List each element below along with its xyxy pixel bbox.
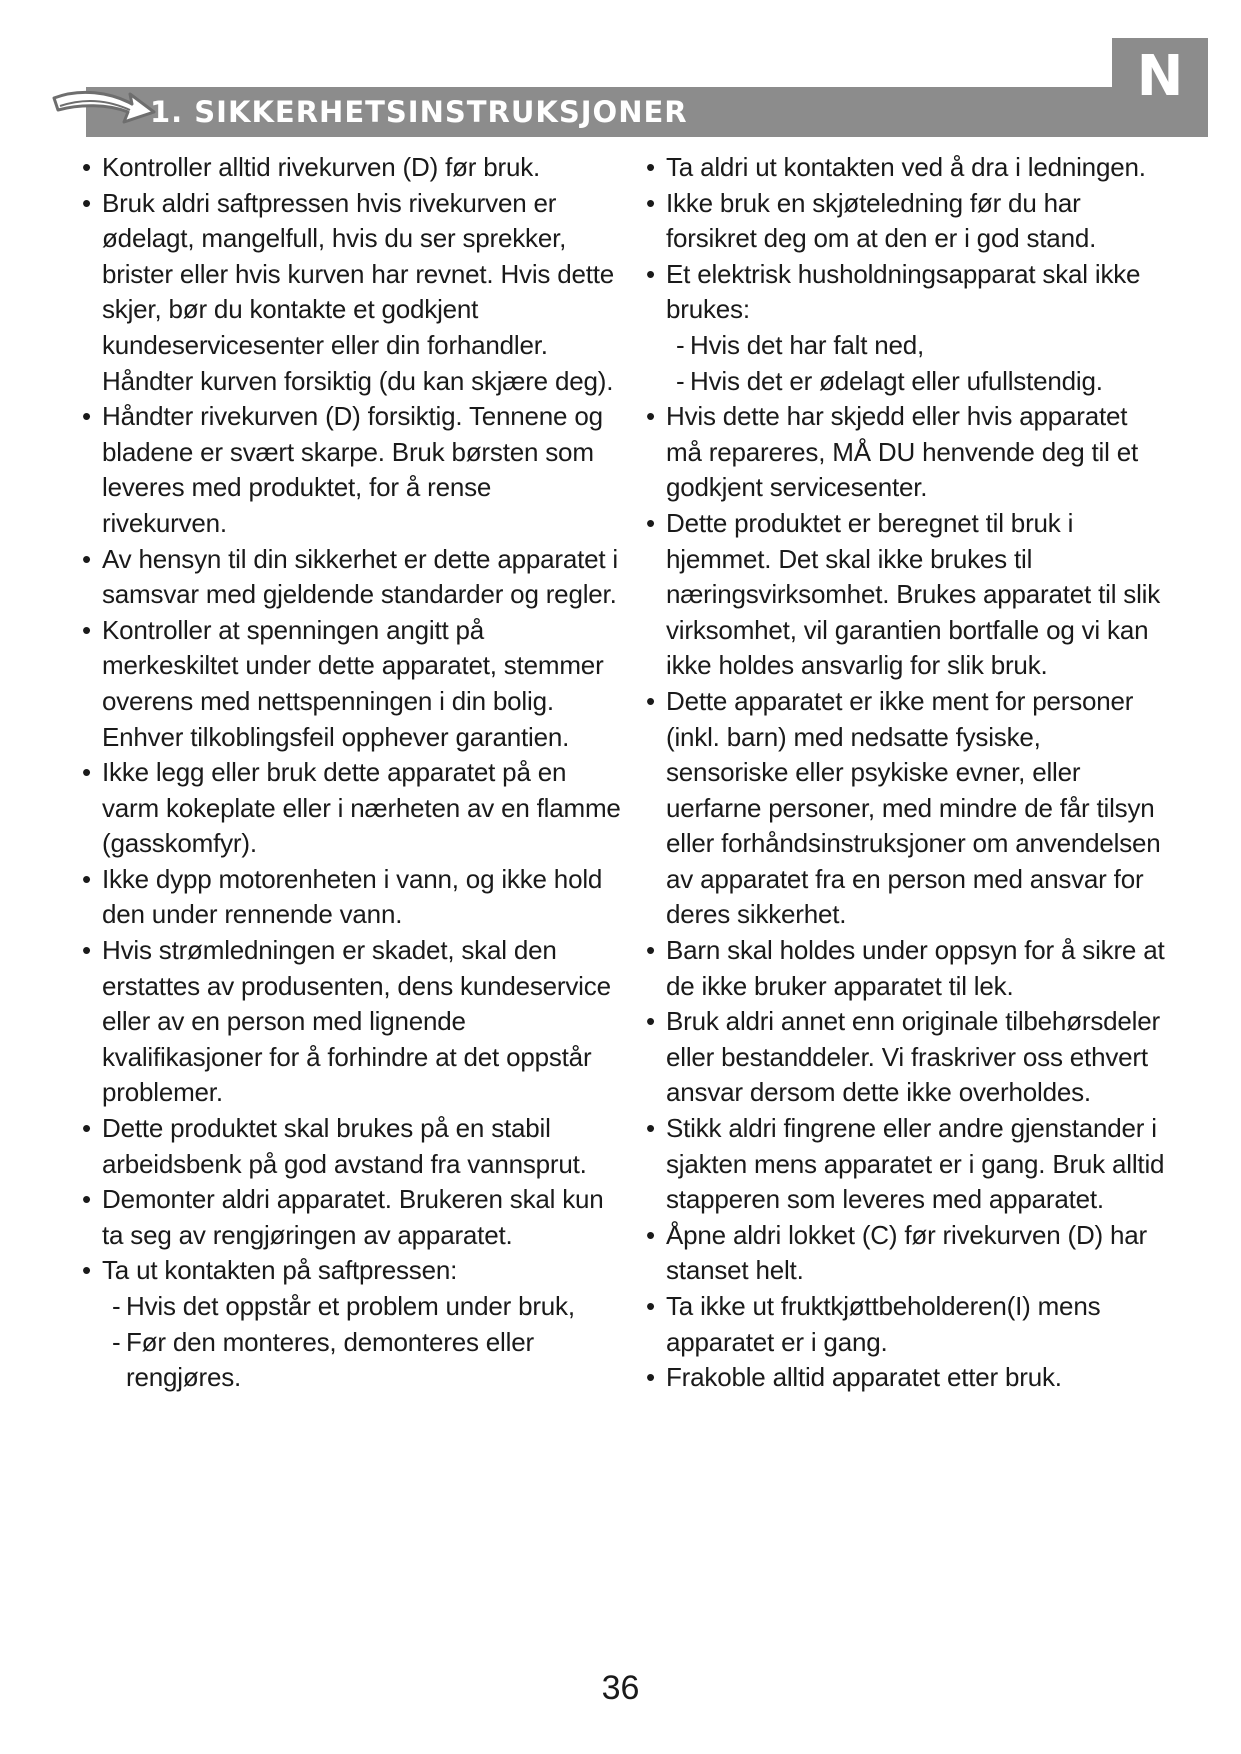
sub-list-item: - Før den monteres, demonteres eller rengjøres. <box>82 1325 622 1396</box>
list-item: • Dette produktet skal brukes på en stabil arbeidsbenk på god avstand fra vannsprut. <box>82 1111 622 1182</box>
list-item: • Hvis strømledningen er skadet, skal den erstattes av produsenten, dens kundeservice eller av en person med lignende kvalifikasjoner for å forhindre at det oppstår problemer. <box>82 933 622 1111</box>
list-item: • Stikk aldri fingrene eller andre gjenstander i sjakten mens apparatet er i gang. Bruk alltid stapperen som leveres med apparatet. <box>646 1111 1166 1218</box>
list-item: • Av hensyn til din sikkerhet er dette apparatet i samsvar med gjeldende standarder og regler. <box>82 542 622 613</box>
right-column <box>646 150 1166 1396</box>
list-item: • Frakoble alltid apparatet etter bruk. <box>646 1360 1166 1396</box>
list-item: • Ikke bruk en skjøteledning før du har forsikret deg om at den er i god stand. <box>646 186 1166 257</box>
arrow-icon <box>50 84 160 134</box>
list-item: • Ta ikke ut fruktkjøttbeholderen(I) mens apparatet er i gang. <box>646 1289 1166 1360</box>
list-item: • Ta aldri ut kontakten ved å dra i ledningen. <box>646 150 1166 186</box>
sub-list-item: - Hvis det har falt ned, <box>646 328 1166 364</box>
sub-list-item: - Hvis det er ødelagt eller ufullstendig. <box>646 364 1166 400</box>
list-item: • Hvis dette har skjedd eller hvis apparatet må repareres, MÅ DU henvende deg til et godkjent servicesenter. <box>646 399 1166 506</box>
language-tab-letter: N <box>1136 44 1184 109</box>
list-item: • Dette produktet er beregnet til bruk i hjemmet. Det skal ikke brukes til næringsvirksomhet. Brukes apparatet til slik virksomhet, vil garantien bortfalle og vi kan ikke holdes ansvarlig for slik bruk. <box>646 506 1166 684</box>
list-item: • Demonter aldri apparatet. Brukeren skal kun ta seg av rengjøringen av apparatet. <box>82 1182 622 1253</box>
left-column <box>82 150 622 1396</box>
list-item: • Håndter rivekurven (D) forsiktig. Tennene og bladene er svært skarpe. Bruk børsten som leveres med produktet, for å rense rivekurven. <box>82 399 622 541</box>
list-item: • Ikke legg eller bruk dette apparatet på en varm kokeplate eller i nærheten av en flamme (gasskomfyr). <box>82 755 622 862</box>
list-item: • Kontroller at spenningen angitt på merkeskiltet under dette apparatet, stemmer overens med nettspenningen i din bolig. Enhver tilkoblingsfeil opphever garantien. <box>82 613 622 755</box>
list-item: • Bruk aldri annet enn originale tilbehørsdeler eller bestanddeler. Vi fraskriver oss ethvert ansvar dersom dette ikke overholdes. <box>646 1004 1166 1111</box>
list-item: • Barn skal holdes under oppsyn for å sikre at de ikke bruker apparatet til lek. <box>646 933 1166 1004</box>
list-item: • Dette apparatet er ikke ment for personer (inkl. barn) med nedsatte fysiske, sensoriske eller psykiske evner, eller uerfarne personer, med mindre de får tilsyn eller forhåndsinstruksjoner om anvendelsen av apparatet fra en person med ansvar for deres sikkerhet. <box>646 684 1166 933</box>
list-item: • Bruk aldri saftpressen hvis rivekurven er ødelagt, mangelfull, hvis du ser sprekker, brister eller hvis kurven har revnet. Hvis dette skjer, bør du kontakte et godkjent kundeservicesenter eller din forhandler. Håndter kurven forsiktig (du kan skjære deg). <box>82 186 622 400</box>
list-item: • Et elektrisk husholdningsapparat skal ikke brukes: <box>646 257 1166 328</box>
list-item: • Ikke dypp motorenheten i vann, og ikke hold den under rennende vann. <box>82 862 622 933</box>
page-number: 36 <box>601 1669 640 1707</box>
list-item: • Ta ut kontakten på saftpressen: <box>82 1253 622 1289</box>
section-title: 1. SIKKERHETSINSTRUKSJONER <box>150 95 688 129</box>
list-item: • Kontroller alltid rivekurven (D) før bruk. <box>82 150 622 186</box>
list-item: • Åpne aldri lokket (C) før rivekurven (D) har stanset helt. <box>646 1218 1166 1289</box>
sub-list-item: - Hvis det oppstår et problem under bruk, <box>82 1289 622 1325</box>
